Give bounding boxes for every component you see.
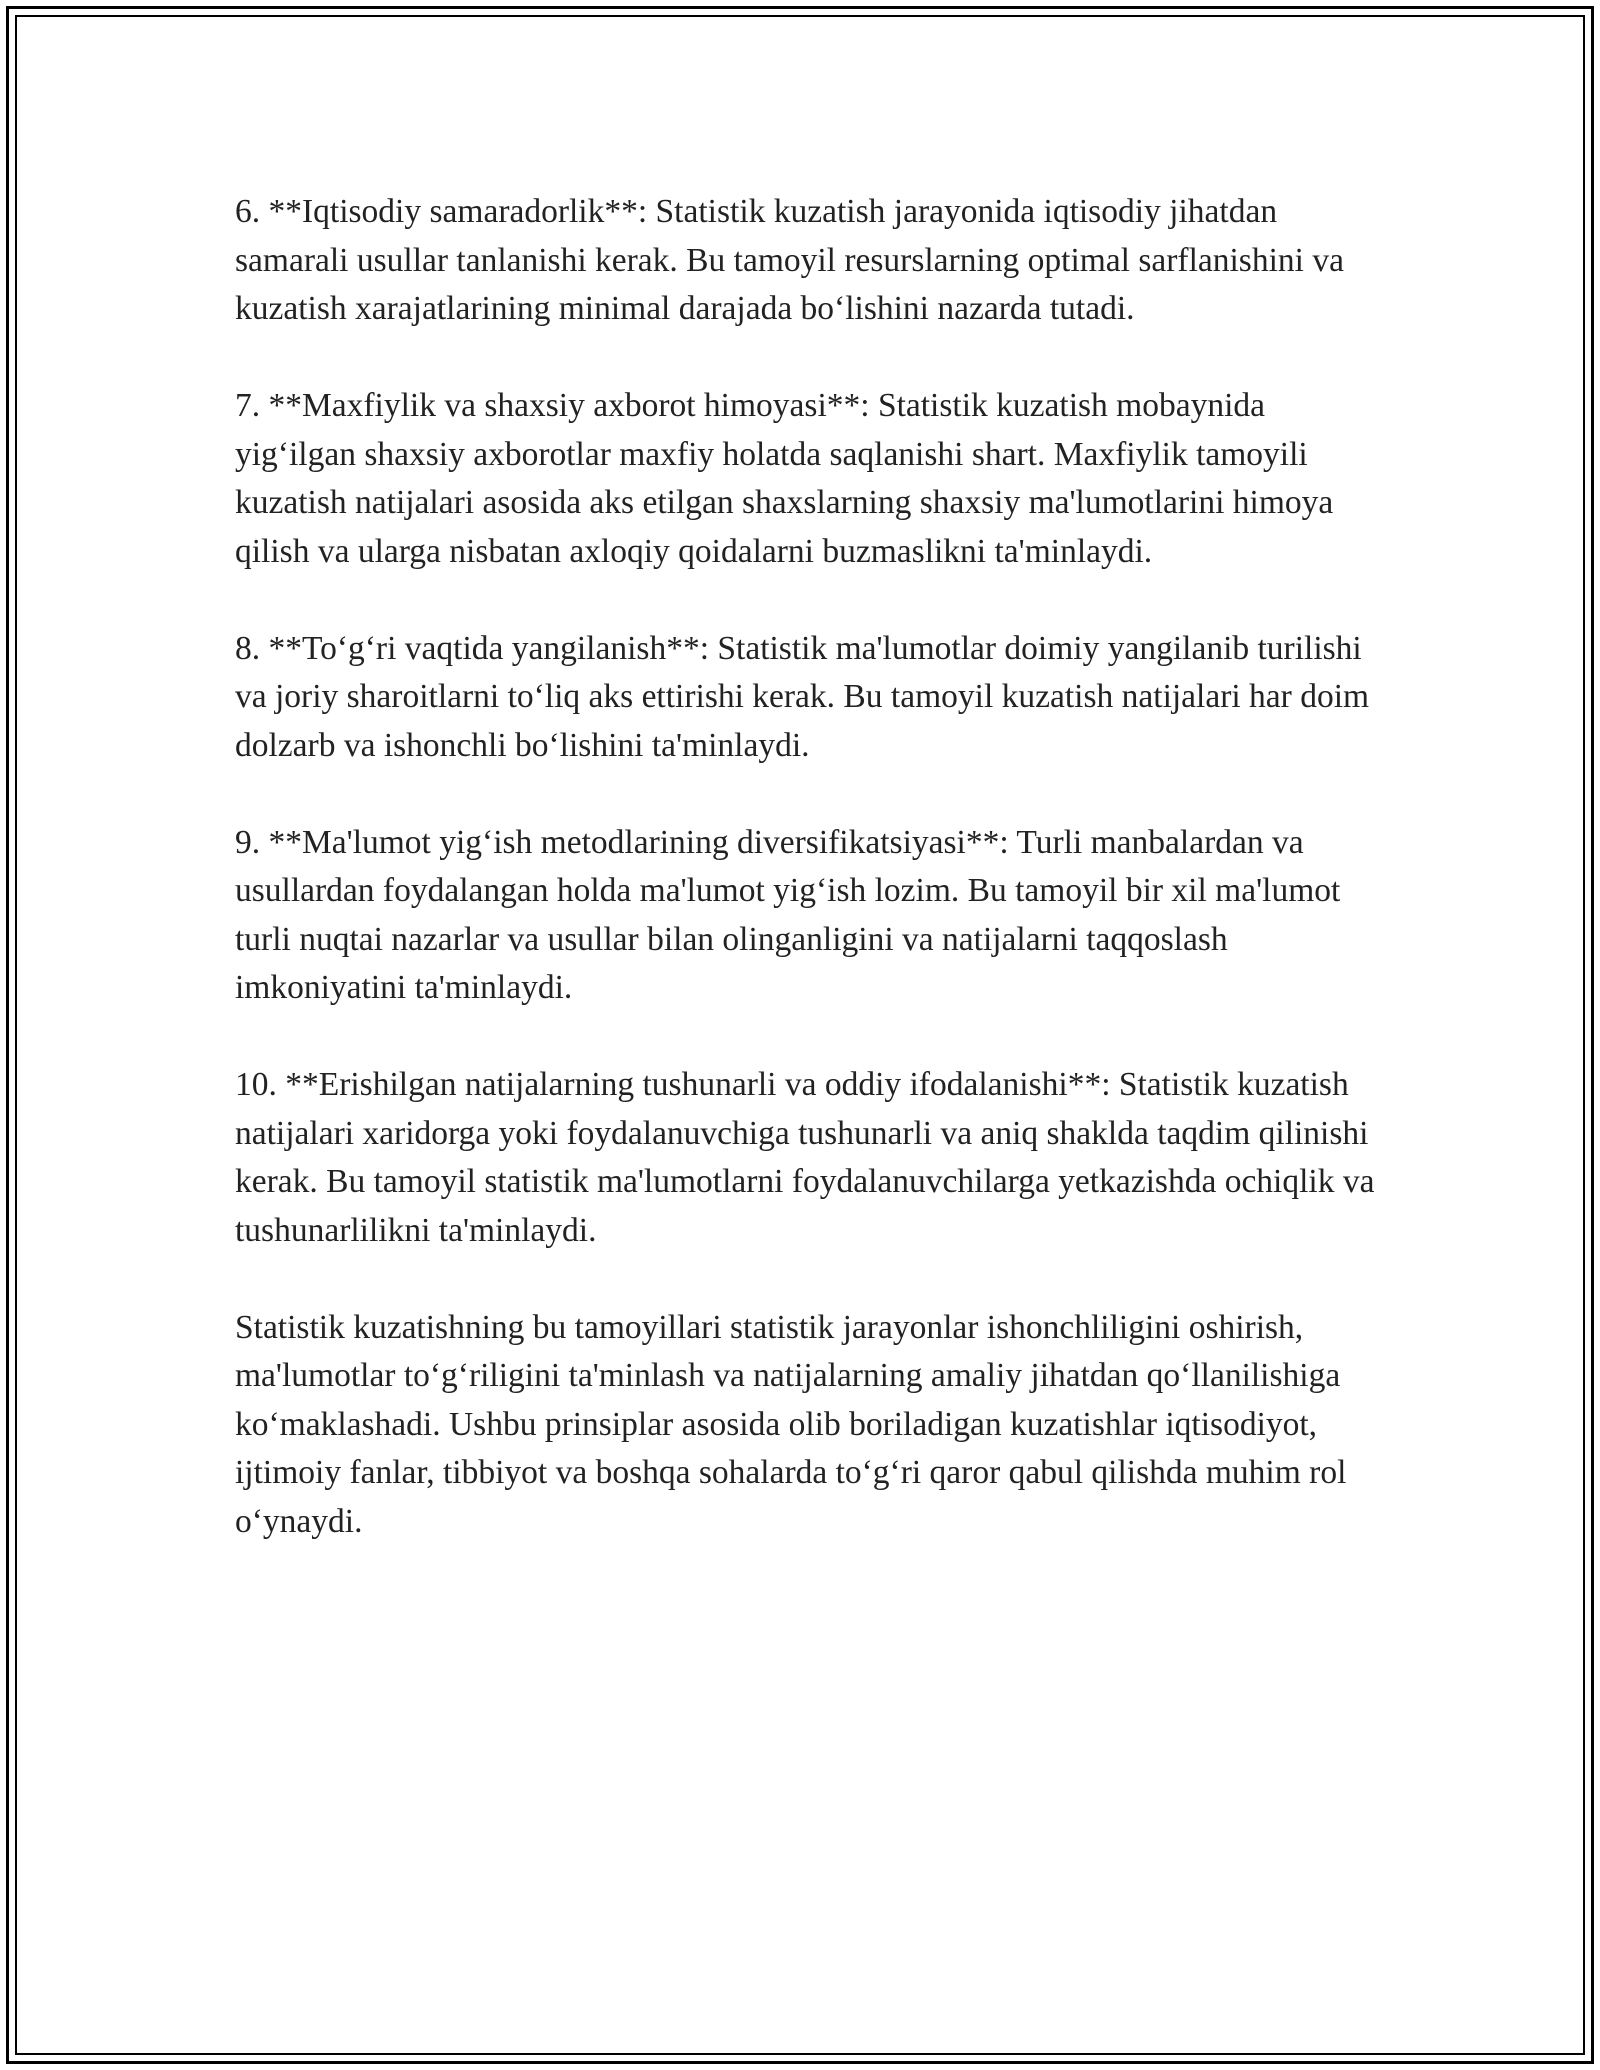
paragraph-principle-6: 6. **Iqtisodiy samaradorlik**: Statistik kuzatish jarayonida iqtisodiy jihatdan samarali usullar tanlanishi kerak. Bu tamoyil resurslarning optimal sarflanishini va kuzatish xarajatlarining minimal darajada bo‘lishini nazarda tutadi. <box>235 193 1344 327</box>
paragraph-principle-9: 9. **Ma'lumot yig‘ish metodlarining diversifikatsiyasi**: Turli manbalardan va usullardan foydalangan holda ma'lumot yig‘ish lozim. Bu tamoyil bir xil ma'lumot turli nuqtai nazarlar va usullar bilan olinganligini va natijalarni taqqoslash imkoniyatini ta'minlaydi. <box>235 823 1341 1006</box>
paragraph-principle-8: 8. **To‘g‘ri vaqtida yangilanish**: Statistik ma'lumotlar doimiy yangilanib turilishi va joriy sharoitlarni to‘liq aks ettirishi kerak. Bu tamoyil kuzatish natijalari har doim dolzarb va ishonchli bo‘lishini ta'minlaydi. <box>235 629 1370 764</box>
paragraph-principle-7: 7. **Maxfiylik va shaxsiy axborot himoyasi**: Statistik kuzatish mobaynida yig‘ilgan shaxsiy axborotlar maxfiy holatda saqlanishi shart. Maxfiylik tamoyili kuzatish natijalari asosida aks etilgan shaxslarning shaxsiy ma'lumotlarini himoya qilish va ularga nisbatan axloqiy qoidalarni buzmaslikni ta'minlaydi. <box>235 387 1334 570</box>
paragraph-conclusion: Statistik kuzatishning bu tamoyillari statistik jarayonlar ishonchliligini oshirish, ma'lumotlar to‘g‘riligini ta'minlash va natijalarning amaliy jihatdan qo‘llanilishiga ko‘maklashadi. Ushbu prinsiplar asosida olib boriladigan kuzatishlar iqtisodiyot, ijtimoiy fanlar, tibbiyot va boshqa sohalarda to‘g‘ri qaror qabul qilishda muhim rol o‘ynaydi. <box>235 1308 1347 1540</box>
document-body <box>235 188 1385 1595</box>
paragraph-principle-10: 10. **Erishilgan natijalarning tushunarli va oddiy ifodalanishi**: Statistik kuzatish natijalari xaridorga yoki foydalanuvchiga tushunarli va aniq shaklda taqdim qilinishi kerak. Bu tamoyil statistik ma'lumotlarni foydalanuvchilarga yetkazishda ochiqlik va tushunarlilikni ta'minlaydi. <box>235 1066 1375 1249</box>
